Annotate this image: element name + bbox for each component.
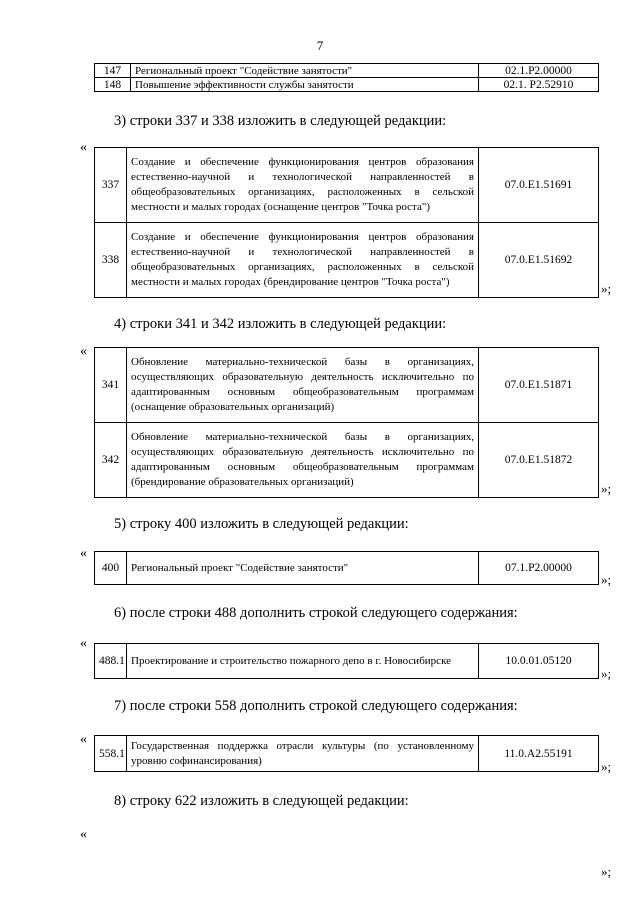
table-row: [95, 644, 599, 679]
close-quote: »;: [601, 572, 612, 587]
table-row: [95, 348, 599, 423]
section-5-heading: 5) строку 400 изложить в следующей редакции:: [114, 516, 409, 532]
close-quote: »;: [601, 864, 612, 879]
table-row: [95, 148, 599, 223]
open-quote: «: [80, 344, 87, 359]
row-code: 02.1. P2.52910: [479, 78, 599, 92]
row-text: Проектирование и строительство пожарного депо в г. Новосибирске: [127, 644, 479, 679]
table-row: [95, 552, 599, 585]
section-8-heading: 8) строку 622 изложить в следующей редакции:: [114, 793, 409, 809]
table-row: [95, 223, 599, 298]
top-table: [94, 63, 599, 92]
row-code: 11.0.A2.55191: [479, 736, 599, 772]
section-3-table: [94, 147, 599, 298]
row-code: 07.0.E1.51871: [479, 348, 599, 423]
row-number: 337: [95, 148, 127, 223]
row-code: 07.0.E1.51692: [479, 223, 599, 298]
row-number: 338: [95, 223, 127, 298]
row-number: 147: [95, 64, 131, 78]
table-row: [95, 64, 599, 78]
section-5-table: [94, 551, 599, 585]
close-quote: »;: [601, 481, 612, 496]
table-row: [95, 736, 599, 772]
row-text: Региональный проект "Содействие занятости": [127, 552, 479, 585]
row-number: 341: [95, 348, 127, 423]
section-4-table: [94, 347, 599, 498]
open-quote: «: [80, 827, 87, 842]
row-number: 342: [95, 423, 127, 498]
section-6-table: [94, 643, 599, 679]
open-quote: «: [80, 140, 87, 155]
section-6-heading: 6) после строки 488 дополнить строкой следующего содержания:: [114, 605, 518, 621]
section-7-table: [94, 735, 599, 772]
row-text: Создание и обеспечение функционирования центров образования естественно-научной и технологической направленностей в общеобразовательных организациях, расположенных в сельской местности и малых городах (оснащение центров "Точка роста"): [127, 148, 479, 223]
row-code: 07.0.E1.51691: [479, 148, 599, 223]
row-text: Повышение эффективности службы занятости: [131, 78, 479, 92]
row-code: 07.0.E1.51872: [479, 423, 599, 498]
row-number: 400: [95, 552, 127, 585]
row-number: 488.1: [95, 644, 127, 679]
row-text: Обновление материально-технической базы в организациях, осуществляющих образовательную деятельность исключительно по адаптированным основным общеобразовательным программам (оснащение образовательных организаций): [127, 348, 479, 423]
close-quote: »;: [601, 759, 612, 774]
row-number: 148: [95, 78, 131, 92]
row-code: 02.1.P2.00000: [479, 64, 599, 78]
row-code: 10.0.01.05120: [479, 644, 599, 679]
table-row: [95, 78, 599, 92]
open-quote: «: [80, 546, 87, 561]
row-text: Создание и обеспечение функционирования центров образования естественно-научной и технологической направленностей в общеобразовательных организациях, расположенных в сельской местности и малых городах (брендирование центров "Точка роста"): [127, 223, 479, 298]
section-4-heading: 4) строки 341 и 342 изложить в следующей редакции:: [114, 316, 447, 332]
table-row: [95, 423, 599, 498]
row-code: 07.1.P2.00000: [479, 552, 599, 585]
open-quote: «: [80, 636, 87, 651]
section-7-heading: 7) после строки 558 дополнить строкой следующего содержания:: [114, 698, 518, 714]
row-text: Государственная поддержка отрасли культуры (по установленному уровню софинансирования): [127, 736, 479, 772]
open-quote: «: [80, 732, 87, 747]
row-text: Обновление материально-технической базы в организациях, осуществляющих образовательную деятельность исключительно по адаптированным основным общеобразовательным программам (брендирование образовательных организаций): [127, 423, 479, 498]
section-3-heading: 3) строки 337 и 338 изложить в следующей редакции:: [114, 113, 447, 129]
row-text: Региональный проект "Содействие занятости": [131, 64, 479, 78]
row-number: 558.1: [95, 736, 127, 772]
close-quote: »;: [601, 666, 612, 681]
close-quote: »;: [601, 281, 612, 296]
page-number: 7: [316, 38, 324, 53]
